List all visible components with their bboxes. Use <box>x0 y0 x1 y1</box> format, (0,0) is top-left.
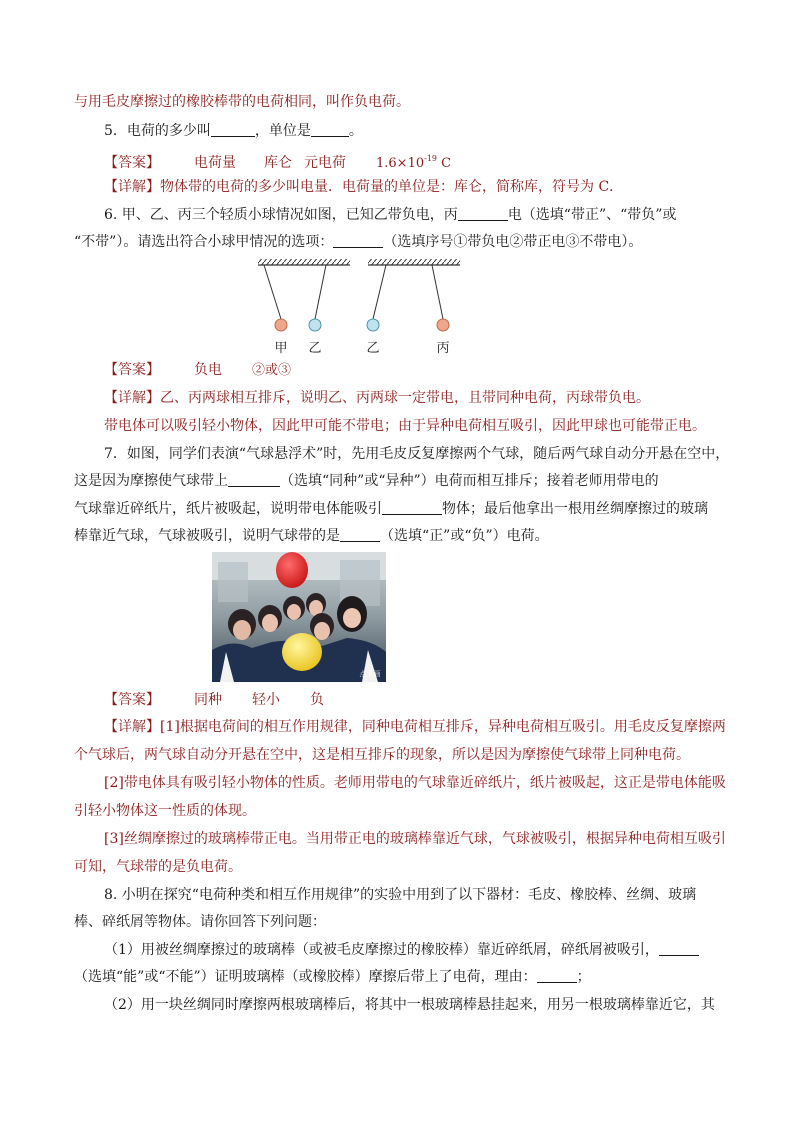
detail-label: 【详解】 <box>104 390 160 406</box>
q7-blank-3[interactable] <box>340 527 380 542</box>
answer-label: 【答案】 <box>104 155 160 171</box>
photo-illustration <box>212 552 386 682</box>
q7-blank-2[interactable] <box>382 500 442 515</box>
question-7-line-3 <box>74 499 708 519</box>
red-balloon <box>276 552 308 588</box>
answer-item: 负电 <box>194 362 222 378</box>
intro-line: 与用毛皮摩擦过的橡胶棒带的电荷相同，叫作负电荷。 <box>74 94 410 110</box>
question-8-sub-1-line-1 <box>104 940 699 960</box>
q7-text: 棒靠近气球，气球被吸引，说明气球带的是 <box>74 528 340 544</box>
q6-text: 电（选填“带正”、“带负”或 <box>507 207 677 223</box>
label-yi-right: 乙 <box>366 341 380 356</box>
question-8-sub-1-line-2 <box>74 967 591 987</box>
detail-7-p3-l2: 可知，气球带的是负电荷。 <box>74 859 242 875</box>
q6-text: “不带”）。请选出符合小球甲情况的选项： <box>74 234 334 250</box>
string-yi-right <box>373 265 386 319</box>
answer-item: 负 <box>310 692 324 708</box>
ball-jia <box>275 319 287 331</box>
detail-7-p2-l1: [2]带电体具有吸引轻小物体的性质。老师用带电的气球靠近碎纸片，纸片被吸起，这正是带电体能吸 <box>104 775 726 791</box>
question-7-line-4 <box>74 526 549 546</box>
yellow-balloon <box>282 633 322 671</box>
string-yi-left <box>315 265 326 319</box>
ball-yi-left <box>309 319 321 331</box>
pendulum-balls-figure <box>254 256 464 356</box>
answer-7 <box>104 690 324 710</box>
string-bing <box>432 265 443 319</box>
detail-5 <box>104 177 623 197</box>
q8-blank-2[interactable] <box>537 968 577 983</box>
q7-text: 物体；最后他拿出一根用丝绸摩擦过的玻璃 <box>442 501 708 517</box>
question-7-line-2 <box>74 471 659 491</box>
question-6-line-2 <box>74 232 642 252</box>
q6-text: （选填序号①带负电②带正电③不带电）。 <box>383 234 643 250</box>
answer-item: 库仑 <box>264 155 292 171</box>
question-6-line-1 <box>104 205 676 225</box>
q7-text: （选填“正”或“负”）电荷。 <box>380 528 549 544</box>
detail-text: 物体带的电荷的多少叫电量．电荷量的单位是：库仑，简称库，符号为 C． <box>160 179 624 195</box>
detail-text: [1]根据电荷间的相互作用规律，同种电荷相互排斥，异种电荷相互吸引。用毛皮反复摩擦两 <box>160 719 726 735</box>
answer-item: 轻小 <box>252 692 280 708</box>
label-bing: 丙 <box>436 341 450 356</box>
detail-7-p2-l2: 引轻小物体这一性质的体现。 <box>74 803 256 819</box>
q5-mid: ，单位是 <box>254 123 311 139</box>
q8-blank-1[interactable] <box>659 941 699 956</box>
ball-bing <box>437 319 449 331</box>
answer-item: 电荷量 <box>194 155 236 171</box>
q7-text: （选填“同种”或“异种”）电荷而相互排斥；接着老师用带电的 <box>280 473 659 489</box>
detail-text: 乙、丙两球相互排斥，说明乙、丙两球一定带电，且带同种电荷，丙球带负电。 <box>160 390 650 406</box>
detail-label: 【详解】 <box>104 719 160 735</box>
detail-6-line-2: 带电体可以吸引轻小物体，因此甲可能不带电；由于异种电荷相互吸引，因此甲球也可能带正电。 <box>104 418 706 434</box>
detail-6-line-1 <box>104 388 650 408</box>
q5-blank-1[interactable] <box>211 122 255 137</box>
q7-text: 这是因为摩擦使气球带上 <box>74 473 228 489</box>
answer-item: 同种 <box>194 692 222 708</box>
detail-7-p3-l1: [3]丝绸摩擦过的玻璃棒带正电。当用带正电的玻璃棒靠近气球，气球被吸引，根据异种电荷相互吸引 <box>104 831 726 847</box>
q7-blank-1[interactable] <box>228 472 280 487</box>
q7-text: 气球靠近碎纸片，纸片被吸起，说明带电体能吸引 <box>74 501 382 517</box>
ball-yi-right <box>367 319 379 331</box>
question-5 <box>104 121 363 141</box>
label-jia: 甲 <box>274 341 288 356</box>
question-8-sub-2: （2）用一块丝绸同时摩擦两根玻璃棒后，将其中一根玻璃棒悬挂起来，用另一根玻璃棒靠近它，其 <box>104 997 715 1013</box>
q8-text: ； <box>576 969 591 985</box>
answer-5 <box>104 149 451 174</box>
detail-7-p1-l2: 个气球后，两气球自动分开悬在空中，这是相互排斥的现象，所以是因为摩擦使气球带上同种电荷。 <box>74 747 690 763</box>
q6-text: 6. 甲、乙、丙三个轻质小球情况如图，已知乙带负电，丙 <box>104 207 458 223</box>
q5-prefix: 5．电荷的多少叫 <box>104 123 211 139</box>
label-yi-left: 乙 <box>308 341 322 356</box>
detail-7-p1-l1 <box>104 717 726 737</box>
detail-label: 【详解】 <box>104 179 160 195</box>
ceiling-hatch-left <box>258 259 350 265</box>
answer-value: $1.6\times 10^{-19}$ C <box>376 154 452 171</box>
q5-suffix: 。 <box>348 123 363 139</box>
answer-item: ②或③ <box>252 363 292 378</box>
q6-blank-2[interactable] <box>333 233 383 248</box>
photo-watermark: 点米画 <box>359 670 381 678</box>
balloon-students-photo <box>212 552 386 682</box>
question-7-line-1: 7．如图，同学们表演“气球悬浮术”时，先用毛皮反复摩擦两个气球，随后两气球自动分开悬在空中， <box>104 446 730 462</box>
ceiling-hatch-right <box>368 259 460 265</box>
answer-label: 【答案】 <box>104 692 160 708</box>
answer-6 <box>104 360 291 381</box>
question-8-line-1: 8. 小明在探究“电荷种类和相互作用规律”的实验中用到了以下器材：毛皮、橡胶棒、丝绸、玻璃 <box>104 887 697 903</box>
question-8-line-2: 棒、碎纸屑等物体。请你回答下列问题： <box>74 914 326 930</box>
q5-blank-2[interactable] <box>311 122 349 137</box>
q8-text: （选填“能”或“不能”）证明玻璃棒（或橡胶棒）摩擦后带上了电荷，理由： <box>74 969 537 985</box>
string-jia <box>264 265 281 319</box>
q8-text: （1）用被丝绸摩擦过的玻璃棒（或被毛皮摩擦过的橡胶棒）靠近碎纸屑，碎纸屑被吸引， <box>104 942 659 958</box>
q6-blank-1[interactable] <box>458 206 508 221</box>
answer-label: 【答案】 <box>104 362 160 378</box>
answer-item: 元电荷 <box>304 155 346 171</box>
